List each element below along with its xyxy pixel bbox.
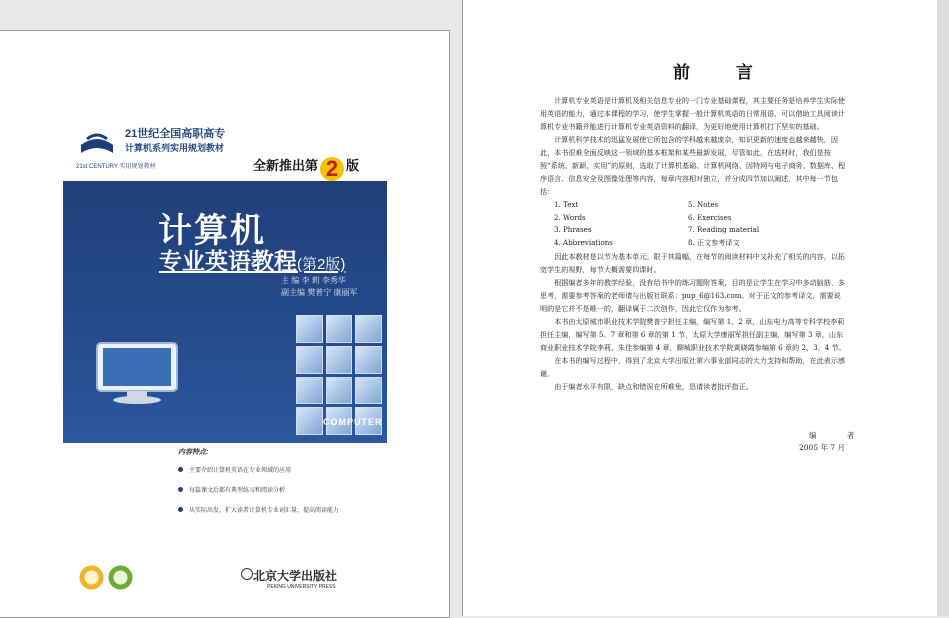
feature-text: 主要介绍计算机英语在专业领域的应用 <box>189 468 292 474</box>
edition-number: 2 <box>320 157 344 181</box>
tile-image <box>326 377 353 405</box>
bullet-icon <box>178 507 183 512</box>
preface-paragraph: 根据编者多年的教学经验，没有给书中的练习题附答案，目的是让学生在学习中多动脑筋、多思考，需要参考答案的老师请与出版社联系：pup_6@163.com。对于正文的参考译文，需要说明的是它并不是唯一的，翻译属于二次创作，因此它仅作为参考。 <box>540 278 846 313</box>
list-item: 8. 正文参考译文 <box>688 237 740 247</box>
series-logo-icon <box>77 123 117 163</box>
preface-paragraph: 计算机专业英语是计算机及相关信息专业的一门专业基础课程，其主要任务是培养学生实际使用英语的能力，通过本课程的学习，使学生掌握一般计算机英语的日常用语，可以借助工具阅读计算机专业书籍并能进行计算机专业英语资料的翻译，为更好地使用计算机打下坚实的基础。 <box>540 96 846 131</box>
preface-paragraph: 本书由太原城市职业技术学院樊普宁担任主编，编写第 1、2 章，山东电力高等专科学校李莉担任主编，编写第 5、7 章和第 6 章的第 1 节，太原大学康丽军担任副主编，编写第 3 章，山东商业职业技术学院李莉、朱佳参编第 4 章，聊城职业技术学院黄晓霞参编第 6 章的 2、3、4 节。 <box>540 317 846 352</box>
series-title-line2: 计算机系列实用规划教材 <box>125 143 225 153</box>
preface-title: 前 言 <box>673 63 773 83</box>
series-small-label: 21st CENTURY 实用规划教材 <box>76 164 156 170</box>
preface-page <box>462 0 938 616</box>
features-title: 内容特点: <box>178 449 209 456</box>
award-badge-icon <box>79 565 104 590</box>
book-title-edition: (第2版) <box>297 256 346 273</box>
series-title-line1: 21世纪全国高职高专 <box>125 128 226 140</box>
list-item: 1. Text <box>554 200 579 209</box>
list-item: 2. Words <box>554 212 586 222</box>
publisher-name-en: PEKING UNIVERSITY PRESS <box>267 584 336 590</box>
edition-prefix: 全新推出第 <box>253 158 319 173</box>
preface-date: 2005 年 7 月 <box>799 443 846 452</box>
vertical-scrollbar[interactable] <box>937 0 949 616</box>
list-item: 6. Exercises <box>688 212 732 222</box>
computer-label: COMPUTER <box>323 417 383 427</box>
preface-paragraph: 在本书的编写过程中，得到了北京大学出版社第六事业部同志的大力支持和帮助，在此表示感谢。 <box>540 356 846 378</box>
feature-item <box>178 485 378 494</box>
tile-image <box>296 315 323 343</box>
section-contents-list <box>554 199 846 249</box>
edition-suffix: 版 <box>346 158 360 173</box>
list-item: 7. Reading material <box>688 225 760 234</box>
list-item: 3. Phrases <box>554 225 592 234</box>
publisher-block <box>253 567 337 590</box>
bullet-icon <box>178 467 183 472</box>
book-title-line1: 计算机 <box>158 212 266 250</box>
edition-banner <box>253 155 359 181</box>
tile-image <box>355 346 382 374</box>
tile-image <box>355 377 382 405</box>
cover-page <box>0 30 450 618</box>
publisher-logo-icon <box>241 568 253 580</box>
feature-text: 从实际出发，扩大读者计算机专业词汇量，提高阅读能力 <box>189 508 340 514</box>
feature-text: 每篇课文后都有典型练习和阅读分析 <box>189 488 286 494</box>
tile-image <box>296 407 323 435</box>
list-item: 5. Notes <box>688 200 719 209</box>
preface-paragraph: 因此本教材是以节为基本单元。限于其篇幅，在每节的阅读材料中又补充了相关的内容，以拓宽学生的视野，每节大概需要四课时。 <box>540 252 846 274</box>
preface-paragraph: 计算机科学技术的迅猛发展使它所包含的学科越来越庞杂，知识更新的速度也越来越快，因此，本书很难全面反映这一领域的基本框架和某些最新发展，尽管如此，在选材时，我们是按照“系统、新颖、实用”的原则，选取了计算机基础、计算机网络、因特网与电子商务、数据库、程序语言、信息安全及图像处理等内容，每章内容相对独立，并分成四节加以阐述，其中每一节包括： <box>540 135 846 196</box>
preface-paragraph: 由于编者水平有限，缺点和错误在所难免，恳请读者批评指正。 <box>554 382 753 391</box>
tile-image <box>296 377 323 405</box>
bullet-icon <box>178 487 183 492</box>
features-list <box>178 447 378 525</box>
book-cover <box>63 121 387 611</box>
assoc-editor-line: 副主编 樊普宁 康丽军 <box>281 288 358 297</box>
tile-image <box>326 346 353 374</box>
cover-title-band <box>63 181 387 443</box>
feature-item <box>178 505 378 514</box>
monitor-illustration-icon <box>91 339 183 405</box>
tile-image <box>326 315 353 343</box>
list-item: 4. Abbreviations <box>554 237 613 247</box>
quality-badge-icon <box>108 565 133 590</box>
preface-body <box>540 94 846 393</box>
feature-item <box>178 465 378 474</box>
editor-line: 主 编 李 莉 李秀华 <box>281 276 346 285</box>
tile-image <box>355 315 382 343</box>
publisher-name-cn: 北京大学出版社 <box>253 569 338 583</box>
tile-image <box>296 346 323 374</box>
book-title-main: 专业英语教程 <box>159 248 297 274</box>
book-title-line2 <box>159 243 345 276</box>
authors-block <box>281 275 357 299</box>
preface-signature: 编 者 <box>809 431 869 440</box>
